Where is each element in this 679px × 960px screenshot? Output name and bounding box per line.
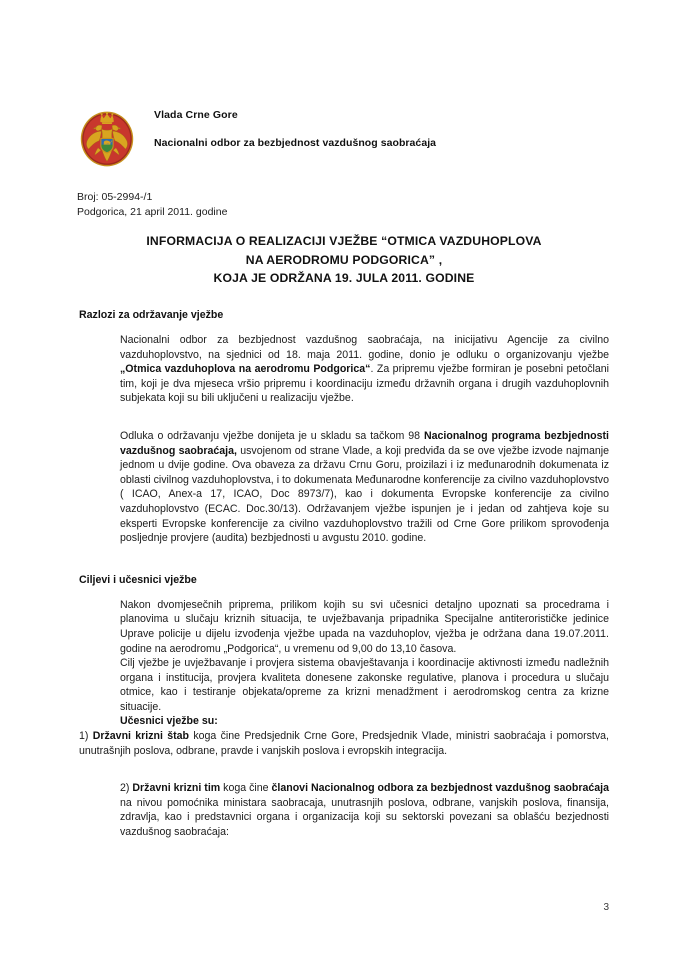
item2-emphasis-b: članovi Nacionalnog odbora za bezbjednost vazdušnog saobraćaja	[271, 782, 609, 795]
para2-emphasis: Nacionalnog programa bezbjednosti vazdušnog saobraćaja,	[120, 429, 609, 457]
page-number: 3	[603, 902, 609, 913]
participants-subheading: Učesnici vježbe su:	[120, 715, 218, 728]
coat-of-arms-of-montenegro-icon	[79, 110, 135, 168]
section-heading-goals: Ciljevi i učesnici vježbe	[79, 573, 197, 586]
letterhead-text	[141, 108, 436, 150]
place-and-date: Podgorica, 21 april 2011. godine	[77, 205, 228, 218]
item1-marker: 1)	[79, 730, 93, 743]
para2-text-b: usvojenom od strane Vlade, a koji predviđa da se ove vježbe izvode najmanje jednom u dvije godine. Ova obaveza za državu Crnu Goru, proizilazi i iz međunarodnih dokumenata iz oblasti civilnog vazduhoplovstva, i to dokumenata Međunarodne konferencije za civilno vazduhoplovstvo ( ICAO, Anex-a 17, ICAO, Doc 8973/7), kao i dokumenta Evropske konferencije za civilno vazduhoplovstvo (ECAC. Doc.30/13). Održavanjem vježbe ispunjen je i jedan od zahtjeva koje su eksperti Evropske konferencije za civilno vazduhoplovstvo tražili od Crne Gore prilikom sprovođenja posljednje provjere (audita) bezbjednosti u avgustu 2010. godine.	[120, 444, 609, 545]
item2-marker: 2)	[120, 782, 133, 795]
item2-text-a: koga čine	[220, 782, 272, 795]
list-gap	[79, 770, 609, 781]
para1-text-b: . Za pripremu vježbe formiran je posebni petočlani tim, koji je dva mjeseca vršio pripremu i koordinaciju između državnih organa i drugih vazduhoplovnih subjekata koji su bili uključeni u realizaciju vježbe.	[120, 363, 609, 405]
emblem-container	[79, 108, 141, 168]
item2-emphasis-a: Državni krizni tim	[132, 782, 221, 795]
paragraph-reasons-1	[79, 333, 609, 406]
item2-text-b: na nivou pomoćnika ministara saobracaja, unutrasnjih poslova, odbrane, vanjskih poslova, finansija, zdravlja, kao i predstavnici organa i organizacija koji su sektorski povezani sa oblašću bezjednosti vazdušnog saobraćaja:	[120, 796, 609, 839]
item1-text: koga čine Predsjednik Crne Gore, Predsjednik Vlade, ministri saobraćaja i pomorstva, unutrašnjih poslova, odbrane, pravde i vanjskih poslova i evropskih integracija.	[79, 730, 609, 757]
letterhead	[79, 108, 609, 168]
section-heading-reasons: Razlozi za održavanje vježbe	[79, 309, 224, 321]
organization-name: Vlada Crne Gore	[154, 109, 238, 121]
para2-text-a: Odluka o održavanju vježbe donijeta je u skladu sa tačkom 98	[120, 429, 424, 442]
title-line-1: INFORMACIJA O REALIZACIJI VJEŽBE “OTMICA VAZDUHOPLOVA	[146, 234, 542, 248]
item1-emphasis: Državni krizni štab	[92, 730, 190, 743]
reference-block	[77, 190, 227, 219]
title-line-3: KOJA JE ODRŽANA 19. JULA 2011. GODINE	[213, 271, 475, 285]
participant-item-1	[79, 729, 609, 758]
paragraph-goals-1: Nakon dvomjesečnih priprema, prilikom kojih su svi učesnici detaljno upoznati sa procedrama i planovima u slučaju kriznih situacija, te uvježbavanja pripadnika Specijalne antiterorističke jedinice Uprave policije u dijelu izvođenja vježbe upada na vazduhoplov, vježba je održana dana 19.07.2011. godine na aerodromu „Podgorica“, u vremenu od 9,00 do 13,10 časova.	[120, 598, 609, 655]
para1-emphasis: „Otmica vazduhoplova na aerodromu Podgorica“	[120, 363, 371, 376]
participant-item-2	[79, 781, 609, 839]
paragraph-goals-2: Cilj vježbe je uvježbavanje i provjera sistema obavještavanja i koordinacije aktivnosti između nadležnih organa i institucija, provjera kvaliteta donesene zakonske regulative, planova i procedura u slučaju otmice, kao i testiranje objekata/opreme za krizni menadžment i aerodromskog centra za krizne situacije.	[120, 657, 609, 713]
section-gap	[79, 558, 609, 573]
department-name: Nacionalni odbor za bezbjednost vazdušnog saobraćaja	[154, 137, 437, 149]
para1-text-a: Nacionalni odbor za bezbjednost vazdušnog saobraćaja, na inicijativu Agencije za civilno vazduhoplovstvo, na sjednici od 18. maja 2011. godine, donio je odluku o organizovanju vježbe	[120, 334, 609, 361]
title-line-2: NA AERODROMU PODGORICA” ,	[245, 252, 443, 267]
page-title	[79, 232, 609, 288]
reference-number: Broj: 05-2994-/1	[77, 191, 153, 203]
document-body	[79, 308, 609, 852]
paragraph-reasons-2	[79, 429, 609, 546]
paragraph-gap	[79, 418, 609, 429]
